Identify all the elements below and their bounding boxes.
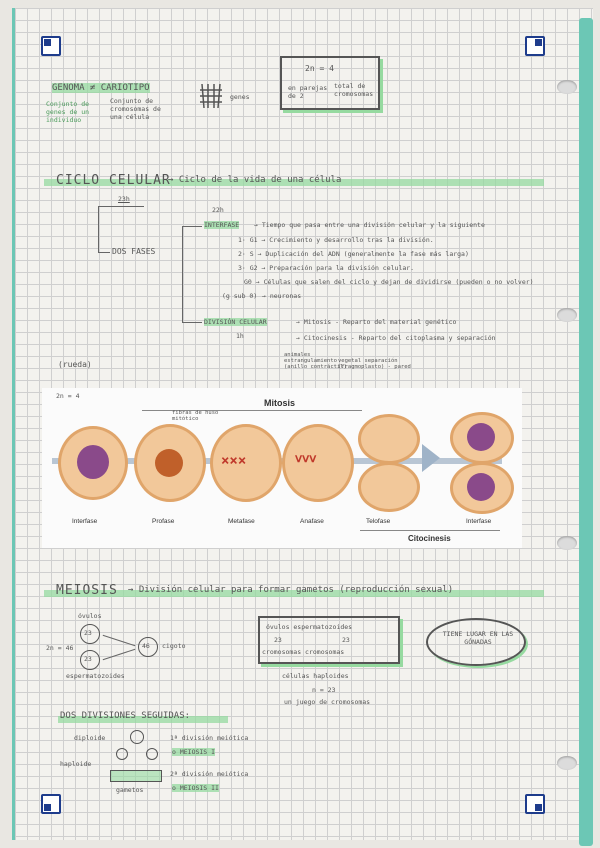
corner-mark-icon xyxy=(525,36,545,56)
ciclo-definition: → Ciclo de la vida de una célula xyxy=(168,175,342,185)
ovulos-label: óvulos xyxy=(78,612,102,620)
division-label: DIVISIÓN CELULAR xyxy=(204,318,267,326)
box-total: total de cromosomas xyxy=(334,82,374,98)
mitosis-line: → Mitosis - Reparto del material genético xyxy=(296,318,457,326)
branch-line xyxy=(98,252,110,253)
espermatozoides-label: espermatozoides xyxy=(66,672,125,680)
box-23a: 23 xyxy=(274,636,282,644)
rueda-note: (rueda) xyxy=(58,360,92,369)
phase-g2: 3· G2 → Preparación para la división celular. xyxy=(238,264,415,272)
phase-s: 2· S → Duplicación del ADN (generalmente la fase más larga) xyxy=(238,250,469,258)
branch-line xyxy=(98,206,144,207)
binder-hole xyxy=(557,756,577,770)
cell-interfase-top xyxy=(450,412,514,464)
gametos-label: gametos xyxy=(116,786,144,794)
box-line1: óvulos espermatozoides xyxy=(266,623,353,631)
citocinesis-title: Citocinesis xyxy=(408,534,451,543)
phase-label: Interfase xyxy=(72,518,98,525)
teal-edge xyxy=(579,18,593,846)
n46: 46 xyxy=(142,642,150,650)
box-pares: en parejas de 2 xyxy=(288,84,328,100)
juego-label: un juego de cromosomas xyxy=(284,698,371,706)
cell-icon xyxy=(116,748,128,760)
branch-line xyxy=(182,226,183,322)
corner-mark-icon xyxy=(41,36,61,56)
gametos-row xyxy=(110,770,162,782)
arrow-icon xyxy=(422,444,440,472)
binder-hole xyxy=(557,308,577,322)
neuronas-note: → neuronas xyxy=(262,292,302,300)
meiosis-title: MEIOSIS xyxy=(56,583,118,598)
branch-line xyxy=(98,206,99,252)
cell-anafase: ⅴⅴⅴ xyxy=(282,424,354,502)
branch-line xyxy=(182,322,202,323)
n23-bottom: 23 xyxy=(84,655,92,663)
cell-diploide-icon xyxy=(130,730,144,744)
phase-label: Interfase xyxy=(466,518,492,525)
g0-side-note: (g sub 0) xyxy=(222,292,258,300)
cell-interfase xyxy=(58,426,128,500)
div2-meiosis: o MEIOSIS II xyxy=(172,784,219,792)
cell-metafase: ××× xyxy=(210,424,282,502)
ciclo-title: CICLO CELULAR xyxy=(56,173,171,188)
hours-22: 22h xyxy=(212,206,224,214)
phase-g0: G0 → Células que salen del ciclo y dejan de dividirse (pueden o no volver) xyxy=(244,278,534,286)
cell-interfase-bottom xyxy=(450,462,514,514)
haploides-label: células haploides xyxy=(282,672,349,680)
binder-hole xyxy=(557,80,577,94)
box-23b: 23 xyxy=(342,636,350,644)
citocinesis-line: → Citocinesis - Reparto del citoplasma y separación xyxy=(296,334,496,342)
interfase-definition: → Tiempo que pasa entre una división celular y la siguiente xyxy=(254,221,485,229)
branch-line xyxy=(182,226,202,227)
phase-label: Telofase xyxy=(366,518,391,525)
cigoto-label: cigoto xyxy=(162,642,186,650)
vegetal-note: vegetal separación (fragmoplasto) - pared xyxy=(338,358,411,370)
div1-meiosis: o MEIOSIS I xyxy=(172,748,216,756)
dos-fases-label: DOS FASES xyxy=(112,247,156,256)
genoma-title: GENOMA ≠ CARIOTIPO xyxy=(52,83,150,93)
interfase-label: INTERFASE xyxy=(204,221,240,229)
phase-label: Profase xyxy=(152,518,175,525)
genes-label: genes xyxy=(230,93,250,101)
binder-hole xyxy=(557,536,577,550)
dos-divisiones-title: DOS DIVISIONES SEGUIDAS: xyxy=(60,711,191,721)
phase-g1: 1· G1 → Crecimiento y desarrollo tras la división. xyxy=(238,236,434,244)
cell-telofase-bottom xyxy=(358,462,420,512)
figure-2n: 2n = 4 xyxy=(56,392,80,400)
hours-1: 1h xyxy=(236,332,244,340)
n23-top: 23 xyxy=(84,629,92,637)
box-cromosomas: cromosomas cromosomas xyxy=(262,648,345,656)
gonadas-text: TIENE LUGAR EN LAS GÓNADAS xyxy=(442,630,514,646)
cell-telofase-top xyxy=(358,414,420,464)
phase-label: Metafase xyxy=(228,518,255,525)
meiosis-definition: → División celular para formar gametos (reproducción sexual) xyxy=(128,585,454,595)
div2-label: 2ª división meiótica xyxy=(170,770,249,778)
two-n-46: 2n = 46 xyxy=(46,644,74,652)
mitosis-title: Mitosis xyxy=(264,398,296,408)
corner-mark-icon xyxy=(525,794,545,814)
diploide-label: diploide xyxy=(74,734,106,742)
box-2n: 2n = 4 xyxy=(305,64,334,73)
div1-label: 1ª división meiótica xyxy=(170,734,249,742)
cariotipo-definition: Conjunto de cromosomas de una célula xyxy=(110,97,161,121)
corner-mark-icon xyxy=(41,794,61,814)
phase-label: Anafase xyxy=(300,518,324,525)
hours-23: 23h xyxy=(118,195,130,203)
cell-icon xyxy=(146,748,158,760)
fibras-note: fibras de huso mitótico xyxy=(172,410,219,422)
cell-profase xyxy=(134,424,206,502)
animales-note: animales estrangulamiento (anillo contráctil) xyxy=(284,352,347,370)
haploide-label: haploide xyxy=(60,760,92,768)
mitosis-figure xyxy=(42,388,522,548)
genoma-definition: Conjunto de genes de un individuo xyxy=(46,100,90,124)
chromosome-icon xyxy=(198,82,226,110)
n-23: n = 23 xyxy=(312,686,336,694)
citocinesis-bracket xyxy=(360,530,500,531)
